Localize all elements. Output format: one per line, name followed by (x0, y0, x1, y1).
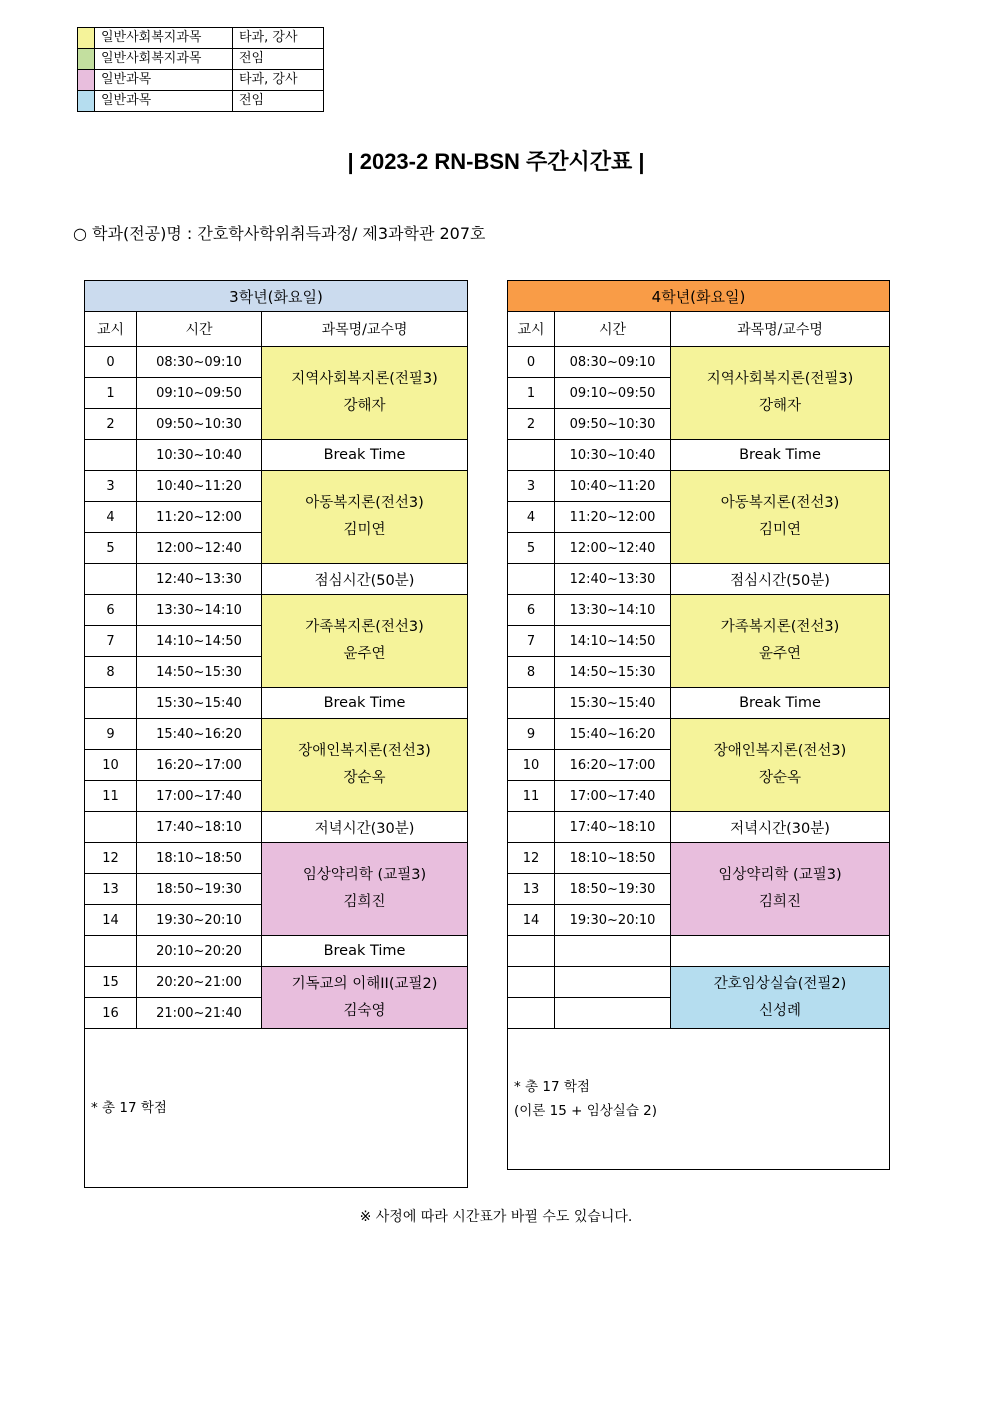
period-cell: 2 (508, 409, 555, 440)
time-cell: 09:10~09:50 (137, 378, 262, 409)
course-professor: 신성례 (758, 1002, 802, 1019)
course-cell (671, 471, 890, 564)
course-name: 장애인복지론(전선3) (713, 743, 847, 759)
lunch-cell: 점심시간(50분) (262, 564, 468, 595)
period-cell (508, 564, 555, 595)
period-cell (508, 688, 555, 719)
period-cell: 8 (508, 657, 555, 688)
course-name: 임상약리학 (교필3) (302, 867, 427, 883)
period-cell: 6 (85, 595, 137, 626)
color-legend (77, 27, 324, 112)
course-header: 과목명/교수명 (671, 312, 890, 347)
period-cell: 1 (85, 378, 137, 409)
time-cell: 10:40~11:20 (555, 471, 671, 502)
page-title: | 2023-2 RN-BSN 주간시간표 | (347, 149, 645, 174)
period-cell (85, 812, 137, 843)
period-cell: 14 (85, 905, 137, 936)
time-cell: 20:10~20:20 (137, 936, 262, 967)
table-row (85, 936, 468, 967)
time-cell: 15:40~16:20 (137, 719, 262, 750)
time-cell: 10:40~11:20 (137, 471, 262, 502)
table-row (85, 688, 468, 719)
period-cell: 8 (85, 657, 137, 688)
legend-swatch (78, 28, 95, 49)
period-header: 교시 (85, 312, 137, 347)
course-professor: 강해자 (758, 398, 802, 414)
period-cell: 7 (508, 626, 555, 657)
course-header: 과목명/교수명 (262, 312, 468, 347)
time-cell: 20:20~21:00 (137, 967, 262, 998)
department-line: ○ 학과(전공)명 : 간호학사학위취득과정/ 제3과학관 207호 (73, 224, 486, 243)
period-cell: 15 (85, 967, 137, 998)
legend-row (78, 91, 324, 112)
legend-swatch (78, 91, 95, 112)
time-cell: 12:00~12:40 (137, 533, 262, 564)
period-cell: 14 (508, 905, 555, 936)
time-cell: 18:50~19:30 (555, 874, 671, 905)
table-row (85, 440, 468, 471)
break-cell: Break Time (671, 688, 890, 719)
time-cell: 18:10~18:50 (555, 843, 671, 874)
time-cell: 13:30~14:10 (555, 595, 671, 626)
break-cell: Break Time (262, 936, 468, 967)
period-cell: 0 (508, 347, 555, 378)
course-cell (671, 719, 890, 812)
table-row (85, 967, 468, 998)
course-cell (671, 595, 890, 688)
time-cell: 14:10~14:50 (555, 626, 671, 657)
grade3-header: 3학년(화요일) (85, 281, 468, 312)
course-name: 임상약리학 (교필3) (718, 867, 842, 883)
period-cell: 12 (508, 843, 555, 874)
empty-cell (508, 967, 555, 998)
course-name: 아동복지론(전선3) (305, 495, 424, 511)
course-cell (262, 719, 468, 812)
course-cell (671, 843, 890, 936)
legend-kind: 전임 (233, 91, 324, 112)
course-name: 가족복지론(전선3) (305, 619, 424, 635)
credit-total: * 총 17 학점 (514, 1079, 590, 1095)
period-cell (85, 564, 137, 595)
table-row (508, 471, 890, 502)
table-row (508, 688, 890, 719)
period-cell: 9 (508, 719, 555, 750)
time-cell: 17:40~18:10 (137, 812, 262, 843)
period-cell (508, 440, 555, 471)
course-professor: 윤주연 (343, 646, 386, 662)
course-professor: 김미연 (343, 522, 386, 538)
table-row (85, 719, 468, 750)
time-cell: 14:50~15:30 (137, 657, 262, 688)
period-cell: 16 (85, 998, 137, 1029)
period-cell: 10 (508, 750, 555, 781)
legend-category: 일반사회복지과목 (95, 28, 233, 49)
period-cell: 13 (508, 874, 555, 905)
period-cell: 3 (508, 471, 555, 502)
course-professor: 김희진 (758, 894, 802, 910)
course-professor: 김숙영 (343, 1002, 386, 1019)
lunch-cell: 점심시간(50분) (671, 564, 890, 595)
time-cell: 10:30~10:40 (137, 440, 262, 471)
table-row (508, 719, 890, 750)
period-cell (85, 440, 137, 471)
period-cell (85, 688, 137, 719)
credit-note (508, 1029, 890, 1170)
table-row (85, 347, 468, 378)
course-cell (671, 347, 890, 440)
period-header: 교시 (508, 312, 555, 347)
time-cell: 12:00~12:40 (555, 533, 671, 564)
time-cell: 10:30~10:40 (555, 440, 671, 471)
course-name: 기독교의 이해II(교필2) (291, 975, 438, 992)
dinner-cell: 저녁시간(30분) (262, 812, 468, 843)
legend-swatch (78, 49, 95, 70)
course-cell (262, 967, 468, 1029)
legend-swatch (78, 70, 95, 91)
time-cell: 17:00~17:40 (555, 781, 671, 812)
legend-kind: 전임 (233, 49, 324, 70)
period-cell: 7 (85, 626, 137, 657)
course-cell (262, 843, 468, 936)
time-cell: 19:30~20:10 (137, 905, 262, 936)
period-cell: 1 (508, 378, 555, 409)
legend-row (78, 49, 324, 70)
time-cell: 11:20~12:00 (137, 502, 262, 533)
course-name: 아동복지론(전선3) (720, 495, 840, 511)
table-row (85, 843, 468, 874)
course-professor: 강해자 (343, 398, 386, 414)
time-cell: 21:00~21:40 (137, 998, 262, 1029)
legend-row (78, 70, 324, 91)
credit-note (85, 1029, 468, 1188)
legend-row (78, 28, 324, 49)
course-cell (262, 347, 468, 440)
legend-category: 일반과목 (95, 91, 233, 112)
empty-cell (508, 998, 555, 1029)
period-cell (85, 936, 137, 967)
time-cell: 16:20~17:00 (137, 750, 262, 781)
table-row (85, 471, 468, 502)
break-cell: Break Time (671, 440, 890, 471)
course-cell (671, 967, 890, 1029)
time-cell: 15:30~15:40 (555, 688, 671, 719)
time-cell: 08:30~09:10 (137, 347, 262, 378)
period-cell: 2 (85, 409, 137, 440)
period-cell: 6 (508, 595, 555, 626)
time-cell: 09:50~10:30 (137, 409, 262, 440)
course-professor: 장순옥 (343, 770, 386, 786)
table-row (508, 936, 890, 967)
time-cell: 09:50~10:30 (555, 409, 671, 440)
legend-kind: 타과, 강사 (233, 28, 324, 49)
empty-cell (555, 998, 671, 1029)
course-professor: 김희진 (343, 894, 386, 910)
period-cell: 9 (85, 719, 137, 750)
course-name: 지역사회복지론(전필3) (706, 371, 854, 387)
period-cell (508, 812, 555, 843)
time-cell: 13:30~14:10 (137, 595, 262, 626)
course-professor: 김미연 (758, 522, 802, 538)
period-cell: 11 (85, 781, 137, 812)
course-professor: 윤주연 (758, 646, 802, 662)
footer-note: ※ 사정에 따라 시간표가 바뀔 수도 있습니다. (359, 1209, 633, 1225)
time-cell: 09:10~09:50 (555, 378, 671, 409)
period-cell: 0 (85, 347, 137, 378)
time-cell: 18:50~19:30 (137, 874, 262, 905)
break-cell: Break Time (262, 688, 468, 719)
time-cell: 12:40~13:30 (555, 564, 671, 595)
grade4-header: 4학년(화요일) (508, 281, 890, 312)
credit-total: * 총 17 학점 (91, 1100, 167, 1116)
course-name: 지역사회복지론(전필3) (291, 371, 438, 387)
table-row (85, 595, 468, 626)
course-name: 가족복지론(전선3) (720, 619, 840, 635)
table-row (85, 564, 468, 595)
course-name: 간호임상실습(전필2) (713, 975, 847, 992)
legend-kind: 타과, 강사 (233, 70, 324, 91)
period-cell: 12 (85, 843, 137, 874)
table-row (508, 347, 890, 378)
table-row (508, 812, 890, 843)
break-cell: Break Time (262, 440, 468, 471)
empty-cell (671, 936, 890, 967)
table-row (508, 595, 890, 626)
empty-cell (508, 936, 555, 967)
time-cell: 15:30~15:40 (137, 688, 262, 719)
time-cell: 19:30~20:10 (555, 905, 671, 936)
time-cell: 08:30~09:10 (555, 347, 671, 378)
table-row (508, 843, 890, 874)
legend-category: 일반사회복지과목 (95, 49, 233, 70)
period-cell: 4 (508, 502, 555, 533)
period-cell: 5 (85, 533, 137, 564)
course-name: 장애인복지론(전선3) (298, 743, 431, 759)
empty-cell (555, 967, 671, 998)
time-cell: 12:40~13:30 (137, 564, 262, 595)
table-row (508, 967, 890, 998)
grade4-timetable (507, 280, 890, 1170)
period-cell: 13 (85, 874, 137, 905)
time-cell: 17:40~18:10 (555, 812, 671, 843)
table-row (85, 812, 468, 843)
period-cell: 10 (85, 750, 137, 781)
course-cell (262, 595, 468, 688)
course-professor: 장순옥 (758, 770, 802, 786)
time-cell: 14:10~14:50 (137, 626, 262, 657)
legend-category: 일반과목 (95, 70, 233, 91)
credit-breakdown: (이론 15 + 임상실습 2) (514, 1103, 658, 1119)
time-header: 시간 (137, 312, 262, 347)
table-row (508, 564, 890, 595)
dinner-cell: 저녁시간(30분) (671, 812, 890, 843)
time-cell: 18:10~18:50 (137, 843, 262, 874)
course-cell (262, 471, 468, 564)
time-header: 시간 (555, 312, 671, 347)
time-cell: 14:50~15:30 (555, 657, 671, 688)
time-cell: 17:00~17:40 (137, 781, 262, 812)
table-row (508, 440, 890, 471)
empty-cell (555, 936, 671, 967)
time-cell: 16:20~17:00 (555, 750, 671, 781)
period-cell: 11 (508, 781, 555, 812)
time-cell: 15:40~16:20 (555, 719, 671, 750)
period-cell: 3 (85, 471, 137, 502)
time-cell: 11:20~12:00 (555, 502, 671, 533)
period-cell: 4 (85, 502, 137, 533)
grade3-timetable (84, 280, 468, 1188)
period-cell: 5 (508, 533, 555, 564)
